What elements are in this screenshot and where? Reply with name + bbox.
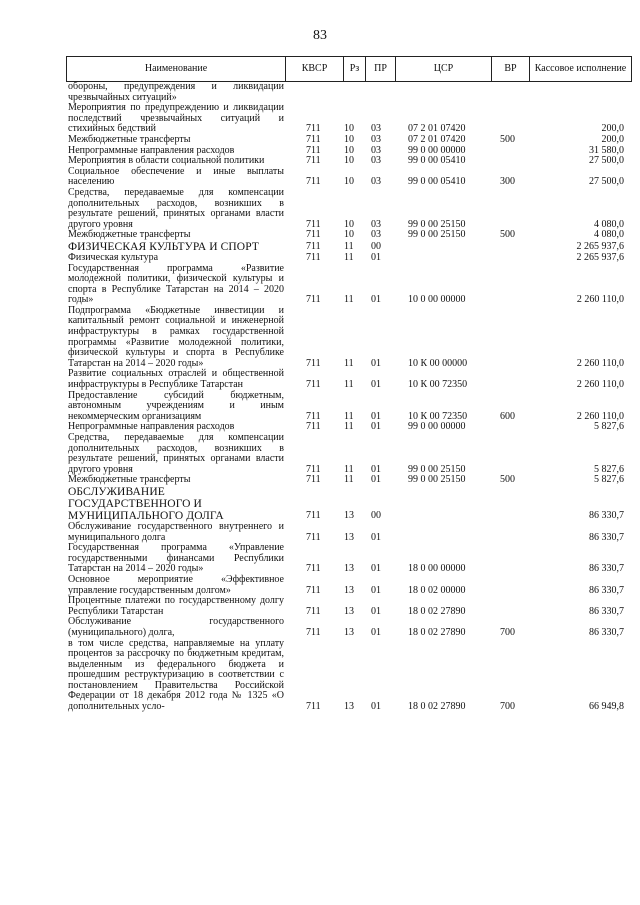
row-csr: 18 0 02 27890 [408, 701, 466, 713]
table-row [68, 486, 624, 522]
table-row [68, 596, 624, 617]
row-vr: 500 [500, 474, 515, 486]
row-csr: 18 0 02 27890 [408, 626, 466, 638]
table-row [68, 369, 624, 390]
row-pr: 03 [371, 229, 381, 241]
row-rz: 10 [344, 218, 354, 230]
row-rz: 11 [344, 421, 354, 433]
row-kvsr: 711 [306, 463, 321, 475]
row-name: Мероприятия в области социальной политики [68, 155, 265, 167]
table-row [68, 639, 624, 713]
row-csr: 99 0 00 25150 [408, 229, 466, 241]
row-pr: 01 [371, 357, 381, 369]
row-pr: 01 [371, 474, 381, 486]
row-rz: 13 [344, 510, 354, 522]
row-csr: 99 0 00 00000 [408, 144, 466, 156]
row-pr: 01 [371, 701, 381, 713]
row-kvsr: 711 [306, 133, 321, 145]
row-rz: 13 [344, 605, 354, 617]
row-csr: 18 0 02 27890 [408, 605, 466, 617]
row-rz: 10 [344, 123, 354, 135]
row-csr: 99 0 00 25150 [408, 474, 466, 486]
row-kvsr: 711 [306, 626, 321, 638]
row-sum: 5 827,6 [594, 421, 624, 433]
row-kvsr: 711 [306, 176, 321, 188]
row-pr: 01 [371, 531, 381, 543]
row-pr: 03 [371, 144, 381, 156]
row-sum: 200,0 [601, 133, 624, 145]
row-kvsr: 711 [306, 701, 321, 713]
row-pr: 01 [371, 584, 381, 596]
header-csr: ЦСР [396, 57, 492, 81]
row-sum: 4 080,0 [594, 229, 624, 241]
header-kvsr: КВСР [286, 57, 344, 81]
row-sum: 27 500,0 [589, 155, 624, 167]
row-name: Обслуживание государственного (муниципального) долга, [68, 616, 284, 638]
table-row [68, 306, 624, 370]
row-csr: 10 К 00 72350 [408, 379, 468, 391]
row-sum: 5 827,6 [594, 463, 624, 475]
row-name: Предоставление субсидий бюджетным, автономным учреждениям и иным некоммерческим организациям [68, 389, 284, 422]
table-body [68, 82, 624, 713]
row-pr: 01 [371, 563, 381, 575]
row-kvsr: 711 [306, 155, 321, 167]
row-sum: 4 080,0 [594, 218, 624, 230]
row-kvsr: 711 [306, 241, 321, 253]
row-rz: 10 [344, 133, 354, 145]
row-name: ФИЗИЧЕСКАЯ КУЛЬТУРА И СПОРТ [68, 240, 259, 253]
row-vr: 500 [500, 133, 515, 145]
row-sum: 2 260 110,0 [576, 294, 624, 306]
row-sum: 86 330,7 [589, 626, 624, 638]
row-kvsr: 711 [306, 357, 321, 369]
table-header [66, 56, 632, 82]
row-sum: 66 949,8 [589, 701, 624, 713]
row-sum: 86 330,7 [589, 510, 624, 522]
row-rz: 10 [344, 144, 354, 156]
header-name: Наименование [67, 57, 286, 81]
row-csr: 07 2 01 07420 [408, 123, 466, 135]
row-name: Подпрограмма «Бюджетные инвестиции и капитальный ремонт социальной и инженерной инфраструктуры в рамках государственной программы «Развитие молодежной политики, физической культуры и спорта в Республике Татарстан на 2014 – 2020 годы» [68, 304, 284, 369]
row-name: Физическая культура [68, 251, 159, 263]
row-sum: 27 500,0 [589, 176, 624, 188]
row-rz: 11 [344, 241, 354, 253]
table-row [68, 167, 624, 188]
row-rz: 11 [344, 294, 354, 306]
header-rz: Рз [344, 57, 366, 81]
row-csr: 10 К 00 72350 [408, 410, 468, 422]
row-sum: 2 260 110,0 [576, 357, 624, 369]
row-kvsr: 711 [306, 123, 321, 135]
row-name: Процентные платежи по государственному долгу Республики Татарстан [68, 595, 284, 617]
row-rz: 11 [344, 379, 354, 391]
row-name: Средства, передаваемые для компенсации дополнительных расходов, возникших в результате решений, принятых органами власти другого уровня [68, 186, 284, 230]
page-number: 83 [313, 28, 327, 43]
row-kvsr: 711 [306, 229, 321, 241]
table-row [68, 253, 624, 264]
row-csr: 99 0 00 05410 [408, 176, 466, 188]
row-rz: 10 [344, 176, 354, 188]
row-name: Государственная программа «Развитие молодежной политики, физической культуры и спорта в Республике Татарстан на 2014 – 2020 годы» [68, 262, 284, 306]
row-rz: 11 [344, 357, 354, 369]
table-row [68, 617, 624, 638]
header-pr: ПР [366, 57, 396, 81]
row-kvsr: 711 [306, 531, 321, 543]
row-sum: 86 330,7 [589, 563, 624, 575]
row-pr: 03 [371, 218, 381, 230]
table-row [68, 188, 624, 230]
table-row [68, 575, 624, 596]
row-rz: 10 [344, 155, 354, 167]
table-row [68, 543, 624, 575]
row-kvsr: 711 [306, 379, 321, 391]
row-pr: 01 [371, 421, 381, 433]
row-pr: 00 [371, 241, 381, 253]
row-rz: 13 [344, 626, 354, 638]
row-sum: 200,0 [601, 123, 624, 135]
row-pr: 01 [371, 410, 381, 422]
row-kvsr: 711 [306, 584, 321, 596]
row-name: в том числе средства, направляемые на уплату процентов за рассрочку по бюджетным кредитам, выделенным из федерального бюджета и прошедшим реструктуризацию в соответствии с постановлением Правительства Российской Федерации от 18 декабря 2012 года № 1325 «О дополнительных усло- [68, 637, 284, 713]
row-name: Непрограммные направления расходов [68, 144, 235, 156]
row-pr: 01 [371, 626, 381, 638]
row-pr: 00 [371, 510, 381, 522]
row-rz: 11 [344, 410, 354, 422]
row-csr: 18 0 00 00000 [408, 563, 466, 575]
table-row [68, 522, 624, 543]
row-csr: 18 0 02 00000 [408, 584, 466, 596]
table-row [68, 82, 624, 103]
row-rz: 11 [344, 463, 354, 475]
row-csr: 99 0 00 25150 [408, 218, 466, 230]
row-kvsr: 711 [306, 144, 321, 156]
row-name: ОБСЛУЖИВАНИЕ ГОСУДАРСТВЕННОГО И МУНИЦИПАЛЬНОГО ДОЛГА [68, 485, 224, 522]
row-pr: 01 [371, 463, 381, 475]
table-row [68, 264, 624, 306]
row-csr: 99 0 00 00000 [408, 421, 466, 433]
row-name: Социальное обеспечение и иные выплаты населению [68, 165, 284, 188]
row-name: обороны, предупреждения и ликвидации чрезвычайных ситуаций» [68, 81, 284, 103]
row-name: Мероприятия по предупреждению и ликвидации последствий чрезвычайных ситуаций и стихийных бедствий [68, 102, 284, 135]
table-row [68, 475, 624, 486]
row-sum: 86 330,7 [589, 584, 624, 596]
row-pr: 01 [371, 605, 381, 617]
row-kvsr: 711 [306, 410, 321, 422]
row-rz: 13 [344, 563, 354, 575]
row-csr: 99 0 00 25150 [408, 463, 466, 475]
row-name: Обслуживание государственного внутреннего и муниципального долга [68, 520, 284, 543]
row-vr: 600 [500, 410, 515, 422]
row-sum: 31 580,0 [589, 144, 624, 156]
row-name: Средства, передаваемые для компенсации дополнительных расходов, возникших в результате решений, принятых органами власти другого уровня [68, 432, 284, 475]
row-rz: 11 [344, 474, 354, 486]
row-name: Межбюджетные трансферты [68, 474, 191, 486]
row-sum: 2 260 110,0 [576, 379, 624, 391]
row-vr: 300 [500, 176, 515, 188]
row-vr: 500 [500, 229, 515, 241]
row-kvsr: 711 [306, 605, 321, 617]
row-csr: 10 К 00 00000 [408, 357, 468, 369]
row-pr: 03 [371, 155, 381, 167]
row-rz: 10 [344, 229, 354, 241]
row-csr: 10 0 00 00000 [408, 294, 466, 306]
row-sum: 2 260 110,0 [576, 410, 624, 422]
row-kvsr: 711 [306, 510, 321, 522]
row-pr: 03 [371, 176, 381, 188]
row-rz: 13 [344, 701, 354, 713]
table-row [68, 135, 624, 146]
row-pr: 01 [371, 379, 381, 391]
header-sum: Кассовое исполнение [534, 63, 627, 74]
row-csr: 99 0 00 05410 [408, 155, 466, 167]
row-name: Межбюджетные трансферты [68, 229, 191, 241]
row-rz: 13 [344, 584, 354, 596]
row-kvsr: 711 [306, 218, 321, 230]
row-name: Развитие социальных отраслей и общественной инфраструктуры в Республике Татарстан [68, 368, 284, 391]
row-vr: 700 [500, 701, 515, 713]
row-sum: 86 330,7 [589, 531, 624, 543]
row-pr: 03 [371, 123, 381, 135]
row-name: Основное мероприятие «Эффективное управление государственным долгом» [68, 573, 284, 596]
table-row [68, 391, 624, 423]
row-rz: 11 [344, 251, 354, 263]
row-sum: 2 265 937,6 [576, 251, 624, 263]
row-sum: 86 330,7 [589, 605, 624, 617]
table-row [68, 230, 624, 241]
row-pr: 03 [371, 133, 381, 145]
table-row [68, 433, 624, 475]
row-rz: 13 [344, 531, 354, 543]
row-csr: 07 2 01 07420 [408, 133, 466, 145]
row-sum: 2 265 937,6 [576, 241, 624, 253]
header-vr: ВР [492, 57, 530, 81]
row-pr: 01 [371, 251, 381, 263]
row-vr: 700 [500, 626, 515, 638]
row-kvsr: 711 [306, 251, 321, 263]
row-pr: 01 [371, 294, 381, 306]
row-name: Непрограммные направления расходов [68, 421, 235, 433]
table-row [68, 103, 624, 135]
row-name: Государственная программа «Управление государственными финансами Республики Татарстан на 2014 – 2020 годы» [68, 542, 284, 575]
row-name: Межбюджетные трансферты [68, 133, 191, 145]
row-kvsr: 711 [306, 294, 321, 306]
row-kvsr: 711 [306, 563, 321, 575]
row-kvsr: 711 [306, 474, 321, 486]
row-kvsr: 711 [306, 421, 321, 433]
row-sum: 5 827,6 [594, 474, 624, 486]
